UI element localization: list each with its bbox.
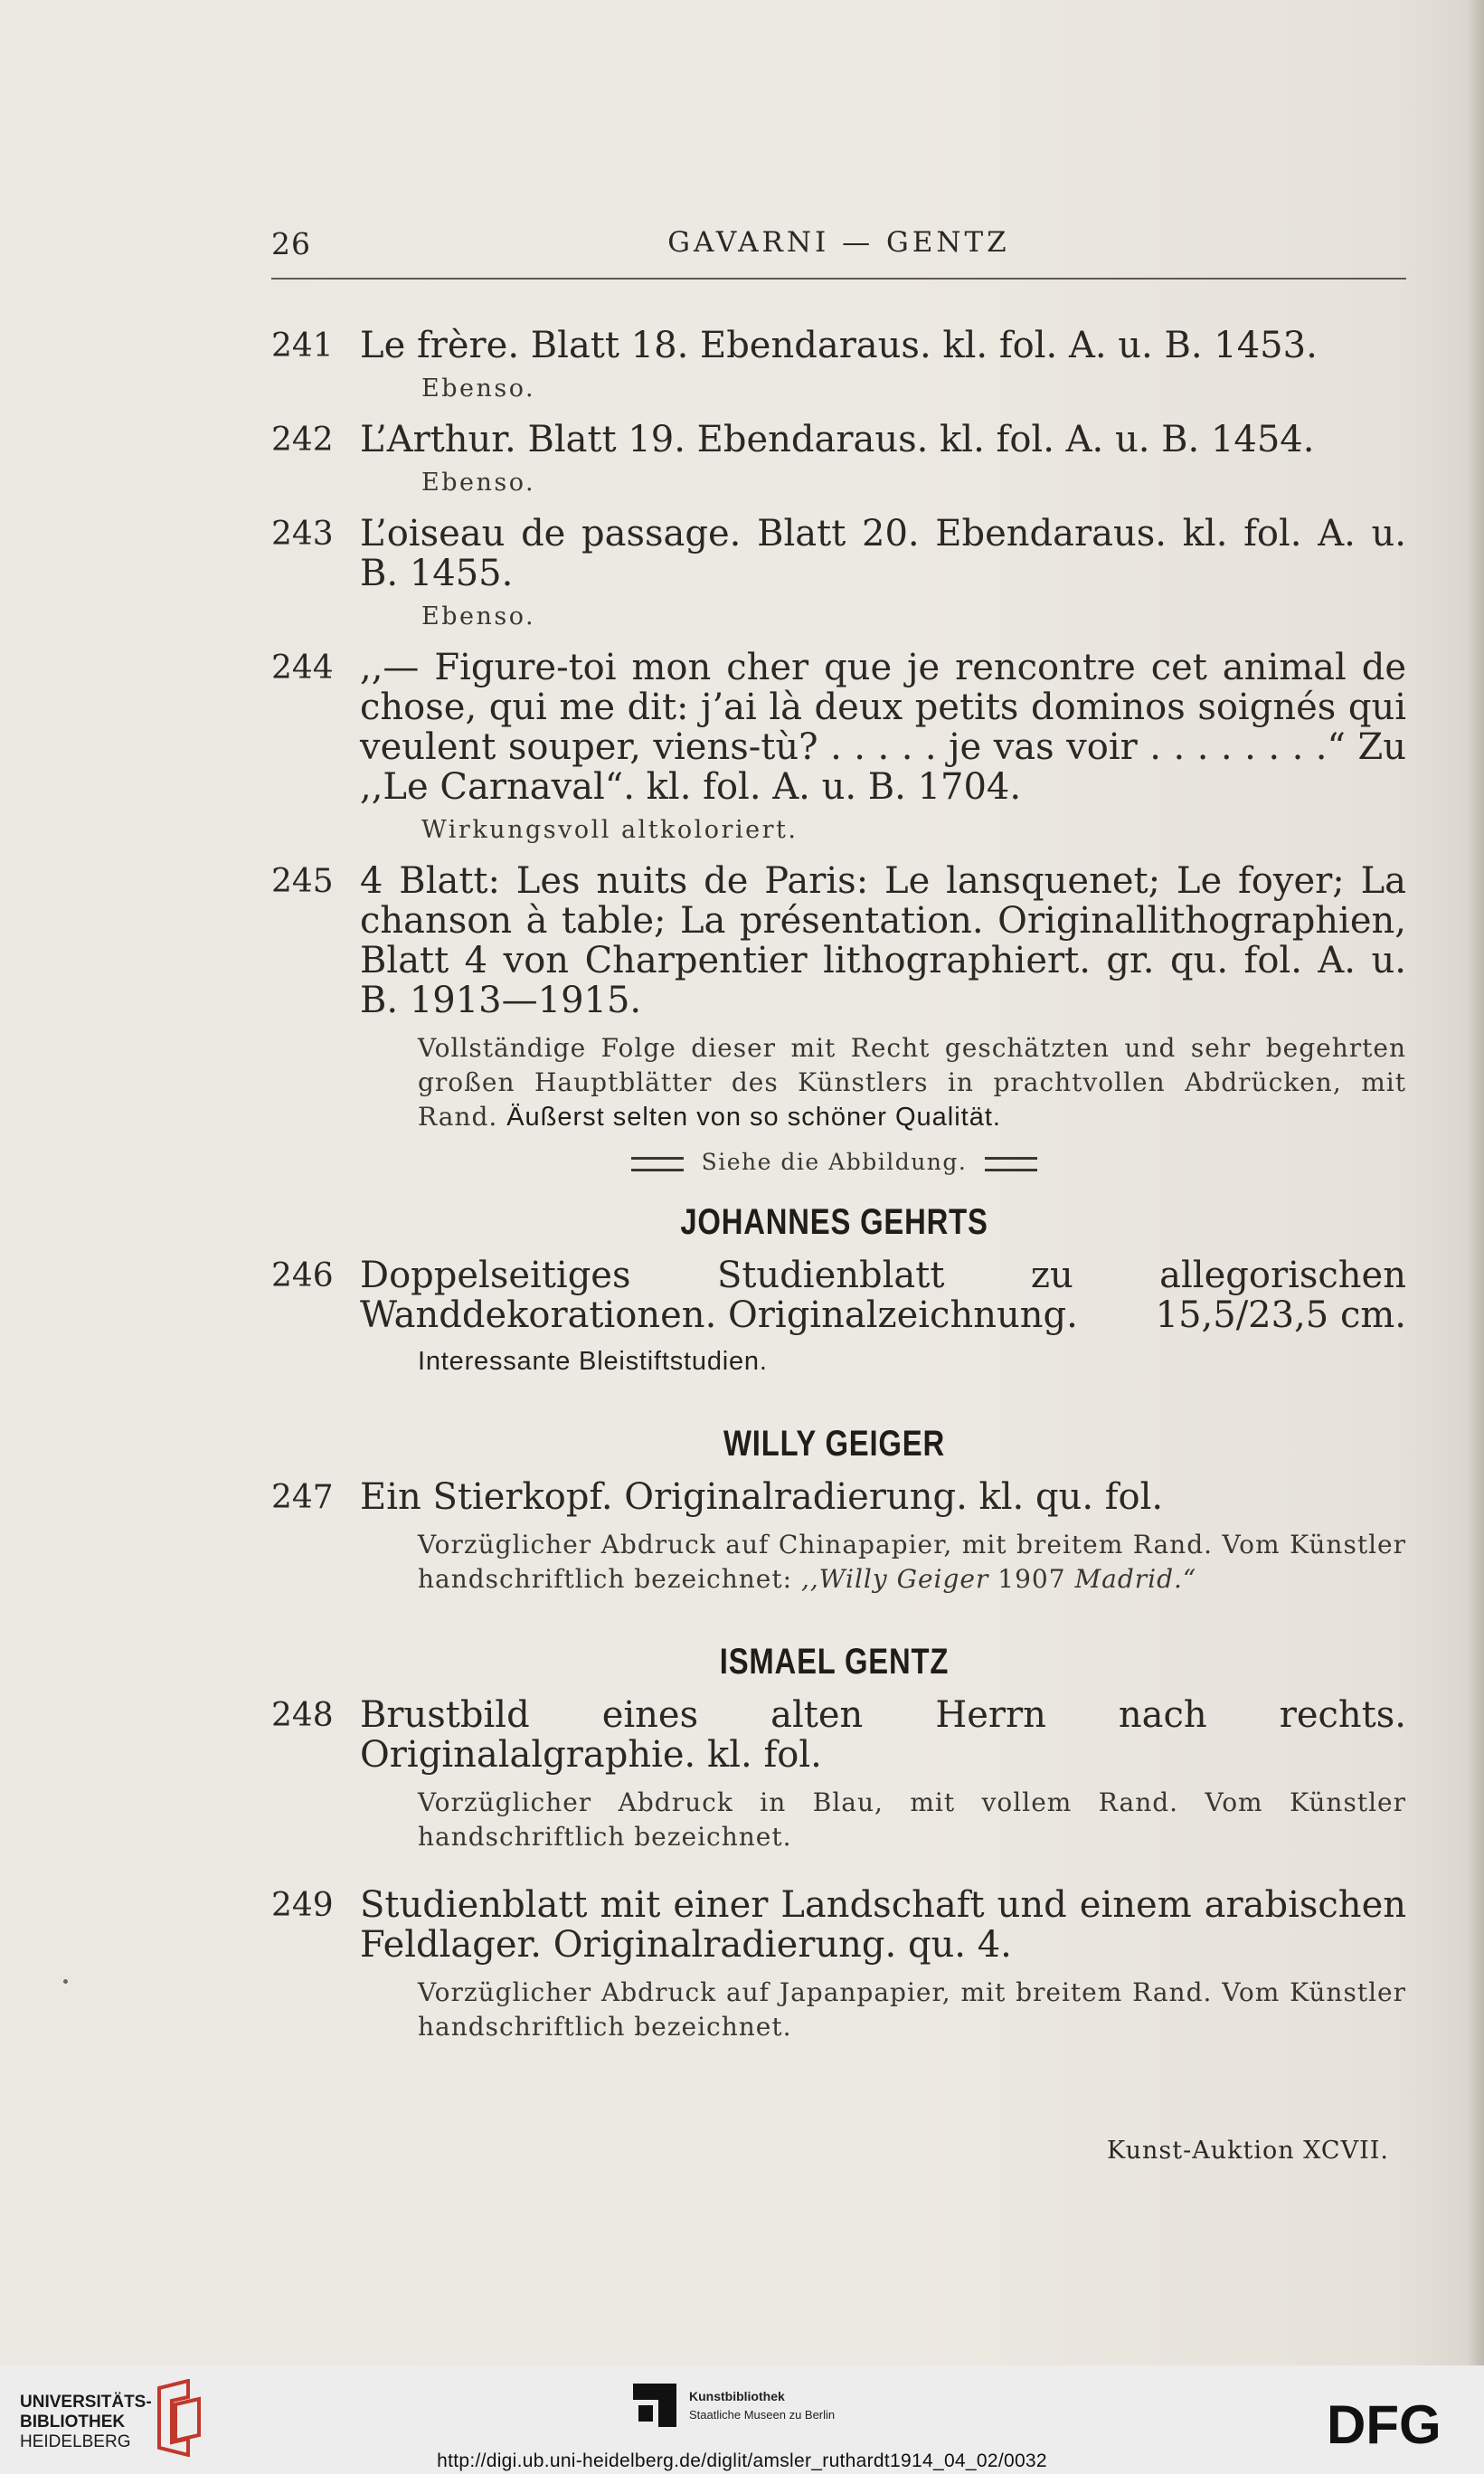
entry-note-year: 1907 xyxy=(997,1564,1066,1594)
entry-note xyxy=(418,1031,1406,1134)
entry-number: 245 xyxy=(271,863,334,900)
kunstbibliothek-label xyxy=(689,2387,835,2424)
viewer-footer-bar xyxy=(0,2365,1484,2474)
double-rule-right xyxy=(985,1157,1037,1171)
entry-description: Brustbild eines alten Herrn nach rechts. Originalalgraphie. kl. fol. xyxy=(360,1694,1406,1776)
header-rule xyxy=(271,278,1406,280)
ub-heidelberg-label[interactable] xyxy=(20,2393,152,2452)
entry-number: 246 xyxy=(271,1257,334,1294)
catalog-entry-249 xyxy=(262,1885,1406,2044)
running-title: GAVARNI — GENTZ xyxy=(667,226,1010,259)
entry-description: 4 Blatt: Les nuits de Paris: Le lansquenet; Le foyer; La chanson à table; La présentation. Originallithographien, Blatt 4 von Charpentier lithographiert. gr. qu. fol. A. u. B. 1913—1915. xyxy=(360,860,1406,1021)
catalog-content xyxy=(262,326,1406,2059)
artist-heading: WILLY GEIGER xyxy=(723,1424,945,1464)
entry-note-text: Vollständige Folge dieser mit Recht geschätzten und sehr begehrten großen Hauptblätter des Künstlers in prachtvollen Abdrücken, mit Rand. xyxy=(418,1033,1406,1132)
running-header xyxy=(271,226,1406,271)
entry-note xyxy=(418,1528,1406,1597)
catalog-entry-243 xyxy=(262,514,1406,633)
entry-note: Wirkungsvoll altkoloriert. xyxy=(421,816,799,844)
page-number: 26 xyxy=(271,226,311,261)
see-illustration-line xyxy=(262,1149,1406,1175)
catalog-entry-246 xyxy=(262,1256,1406,1379)
entry-number: 243 xyxy=(271,516,334,553)
dfg-text: DFG xyxy=(1327,2400,1441,2447)
entry-note: Ebenso. xyxy=(421,602,536,630)
artist-heading: ISMAEL GENTZ xyxy=(719,1642,950,1682)
entry-description-text: Doppelseitiges Studienblatt zu allegorischen Wanddekorationen. Originalzeichnung. xyxy=(360,1255,1406,1336)
entry-description: L’oiseau de passage. Blatt 20. Ebendaraus. kl. fol. A. u. B. 1455. xyxy=(360,513,1406,594)
ub-line-1: UNIVERSITÄTS- xyxy=(20,2393,152,2412)
see-illustration-text: Siehe die Abbildung. xyxy=(701,1149,968,1175)
kb-line-2: Staatliche Museen zu Berlin xyxy=(689,2408,836,2422)
entry-number: 248 xyxy=(271,1697,334,1734)
ub-heidelberg-logo-icon[interactable] xyxy=(152,2379,206,2457)
entry-description: L’Arthur. Blatt 19. Ebendaraus. kl. fol. A. u. B. 1454. xyxy=(360,419,1315,460)
entry-note-text: Vorzüglicher Abdruck auf Chinapapier, mit breitem Rand. Vom Künstler handschriftlich bezeichnet: xyxy=(418,1530,1406,1594)
catalog-entry-245 xyxy=(262,861,1406,1134)
catalog-entry-242 xyxy=(262,420,1406,499)
entry-dimensions: 15,5/23,5 cm. xyxy=(1155,1294,1406,1336)
entry-note-signature: ,,Willy Geiger xyxy=(800,1564,989,1594)
entry-number: 249 xyxy=(271,1887,334,1924)
entry-description: ,,— Figure-toi mon cher que je rencontre cet animal de chose, qui me dit: j’ai là deux petits dominos soignés qui veulent souper, viens-tù? . . . . . je vas voir . . . . . . . .“ Zu ,,Le Carnaval“. kl. fol. A. u. B. 1704. xyxy=(360,647,1406,808)
catalog-entry-248 xyxy=(262,1695,1406,1854)
entry-note-emphasis: Äußerst selten von so schöner Qualität. xyxy=(506,1103,1001,1132)
ub-line-3: HEIDELBERG xyxy=(20,2432,131,2451)
entry-note: Ebenso. xyxy=(421,374,536,403)
auction-footer: Kunst-Auktion XCVII. xyxy=(1107,2137,1389,2165)
entry-description: Le frère. Blatt 18. Ebendaraus. kl. fol. A. u. B. 1453. xyxy=(360,325,1318,366)
dfg-logo-icon[interactable] xyxy=(1327,2400,1464,2447)
catalog-entry-241 xyxy=(262,326,1406,405)
page-edge-shadow xyxy=(1468,0,1484,2365)
kb-line-1: Kunstbibliothek xyxy=(689,2389,785,2403)
double-rule-left xyxy=(631,1157,684,1171)
page-url[interactable]: http://digi.ub.uni-heidelberg.de/diglit/amsler_ruthardt1914_04_02/0032 xyxy=(437,2450,1047,2471)
kunstbibliothek-logo-icon[interactable] xyxy=(633,2384,676,2427)
entry-note: Vorzüglicher Abdruck auf Japanpapier, mit breitem Rand. Vom Künstler handschriftlich bezeichnet. xyxy=(418,1977,1406,2042)
entry-number: 242 xyxy=(271,422,334,459)
catalog-entry-247 xyxy=(262,1477,1406,1597)
entry-description: Ein Stierkopf. Originalradierung. kl. qu. fol. xyxy=(360,1476,1164,1518)
artist-heading: JOHANNES GEHRTS xyxy=(680,1202,988,1242)
entry-number: 244 xyxy=(271,649,334,687)
entry-description: Studienblatt mit einer Landschaft und einem arabischen Feldlager. Originalradierung. qu. 4. xyxy=(360,1884,1406,1966)
entry-note: Ebenso. xyxy=(421,469,536,497)
entry-note: Vorzüglicher Abdruck in Blau, mit vollem Rand. Vom Künstler handschriftlich bezeichnet. xyxy=(418,1787,1406,1852)
entry-number: 247 xyxy=(271,1479,334,1516)
entry-note: Interessante Bleistiftstudien. xyxy=(418,1347,768,1376)
scan-speck xyxy=(63,1979,68,1984)
catalog-entry-244 xyxy=(262,648,1406,847)
entry-note-place: Madrid.“ xyxy=(1074,1564,1197,1594)
entry-description xyxy=(360,1256,1406,1335)
ub-line-2: BIBLIOTHEK xyxy=(20,2412,126,2431)
entry-number: 241 xyxy=(271,327,334,365)
